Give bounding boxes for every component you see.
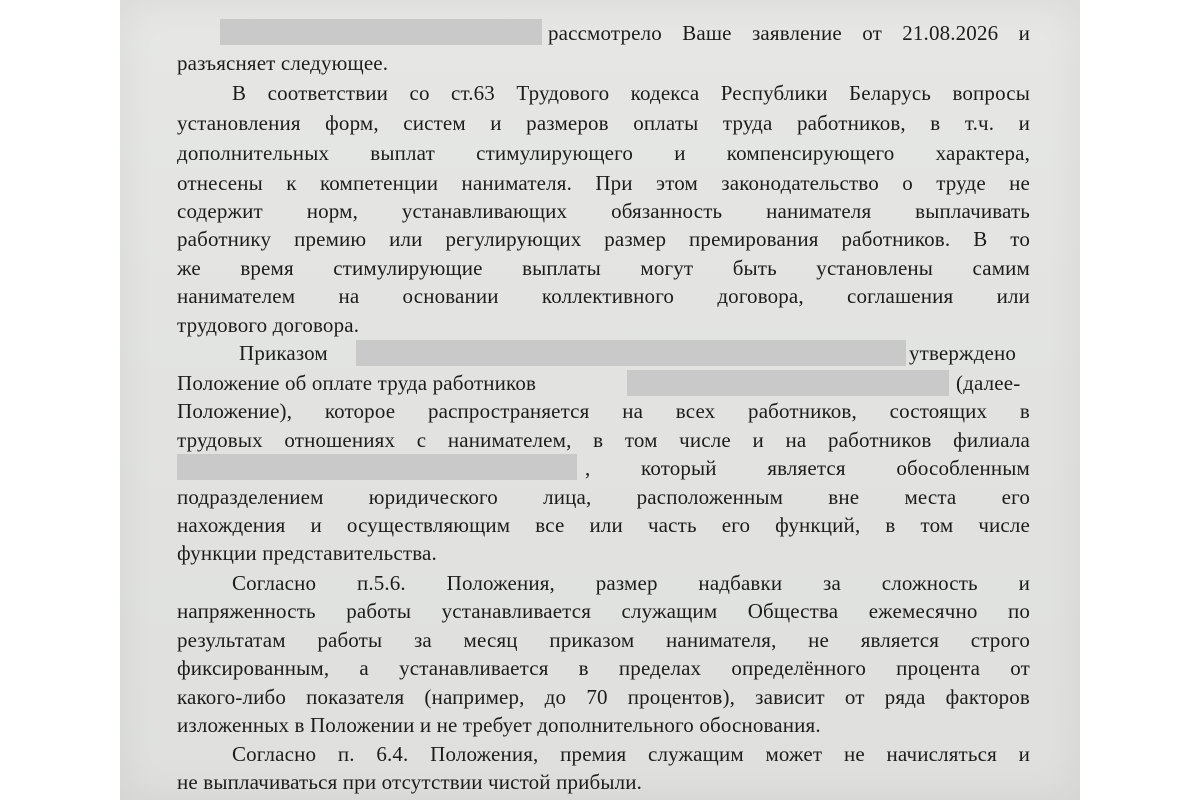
text-line: В соответствии со ст.63 Трудового кодекса Республики Беларусь вопросы [232,81,1030,105]
text-line: подразделением юридического лица, расположенным вне места его [177,485,1030,509]
text-line: разъясняет следующее. [177,51,389,75]
text-line: нахождения и осуществляющим все или часть его функций, в том числе [177,513,1030,537]
text-line: фиксированным, а устанавливается в пределах определённого процента от [177,656,1030,680]
document-page [120,0,1080,800]
text-line: Положение), которое распространяется на всех работников, состоящих в [177,399,1030,423]
text-line: результатам работы за месяц приказом нанимателя, не является строго [177,628,1030,652]
text-line: Согласно п.5.6. Положения, размер надбавки за сложность и [232,571,1030,595]
text-line: трудовых отношениях с нанимателем, в том числе и на работников филиала [177,428,1030,452]
redacted-order-reference [356,340,906,366]
text-line: работнику премию или регулирующих размер премирования работников. В то [177,227,1030,251]
redacted-organization-name [220,19,542,45]
text-line: установления форм, систем и размеров оплаты труда работников, в т.ч. и [177,111,1030,135]
text-line: , который является обособленным [585,456,1030,480]
text-line: отнесены к компетенции нанимателя. При этом законодательство о труде не [177,171,1030,195]
text-line: содержит норм, устанавливающих обязанность нанимателя выплачивать [177,199,1030,223]
text-line: Согласно п. 6.4. Положения, премия служащим может не начисляться и [232,742,1030,766]
text-line: трудового договора. [177,313,360,337]
text-line: дополнительных выплат стимулирующего и компенсирующего характера, [177,141,1030,165]
text-line: функции представительства. [177,541,437,565]
text-line: Приказом [239,341,328,365]
text-line: какого-либо показателя (например, до 70 процентов), зависит от ряда факторов [177,685,1030,709]
text-line: же время стимулирующие выплаты могут быть установлены самим [177,256,1030,280]
text-line: нанимателем на основании коллективного договора, соглашения или [177,284,1030,308]
text-line: Положение об оплате труда работников [177,371,537,395]
redacted-company-name [627,370,949,396]
text-line: изложенных в Положении и не требует дополнительного обоснования. [177,713,821,737]
text-line: рассмотрело Ваше заявление от 21.08.2026 и [548,21,1030,45]
text-line: утверждено [909,341,1017,365]
text-line: не выплачиваться при отсутствии чистой прибыли. [177,770,643,794]
text-line: напряженность работы устанавливается служащим Общества ежемесячно по [177,599,1030,623]
text-line: (далее- [956,371,1021,395]
redacted-branch-name [177,454,577,480]
